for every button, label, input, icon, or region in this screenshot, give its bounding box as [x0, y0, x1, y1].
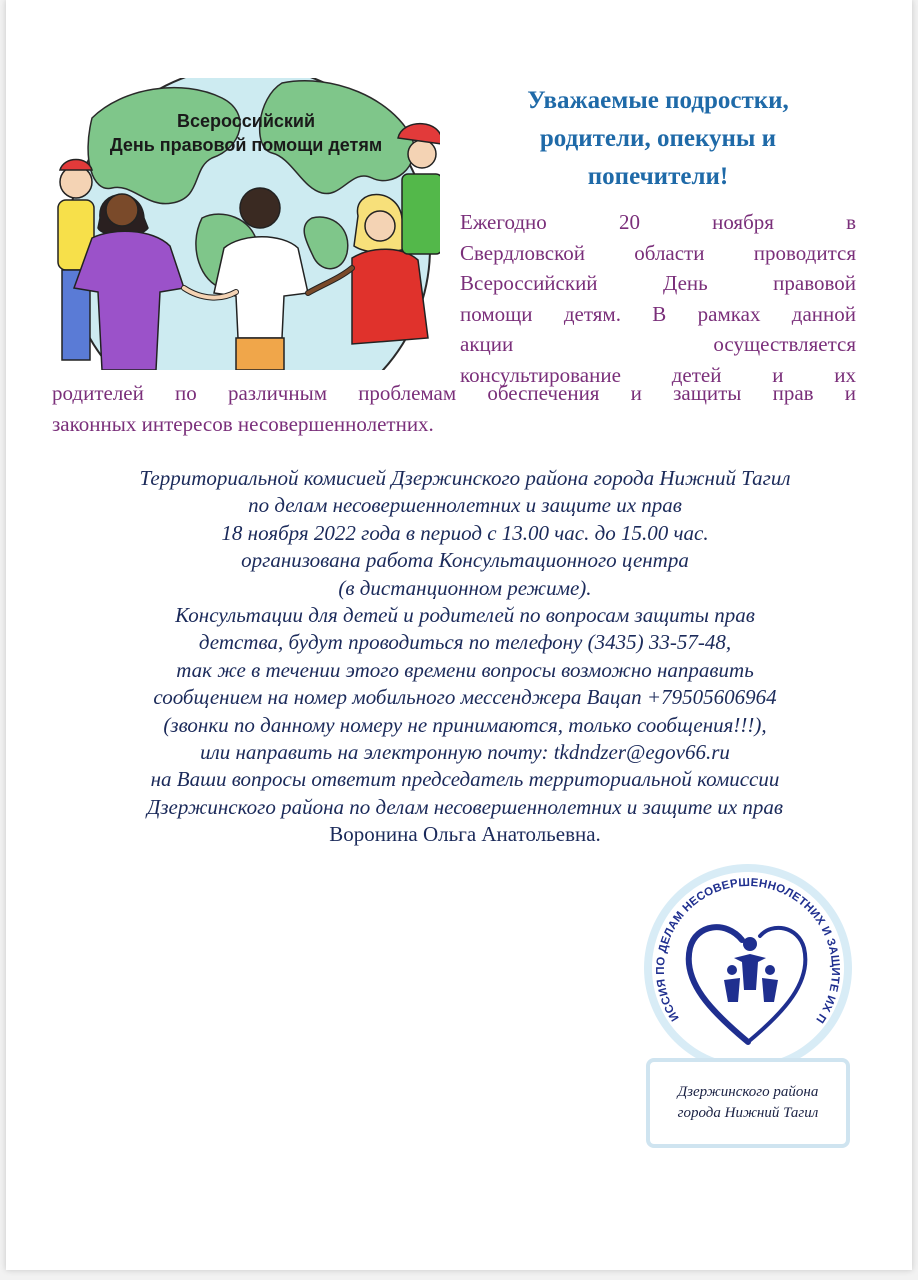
heart-family-icon [642, 862, 854, 1074]
intro-line: законных интересов несовершеннолетних. [52, 411, 434, 436]
heading-line: попечители! [587, 163, 729, 190]
info-line: Территориальной комисией Дзержинского района города Нижний Тагил [139, 466, 791, 490]
document-page [6, 0, 912, 1270]
info-line: организована работа Консультационного центра [241, 548, 689, 573]
illustration-title-line2: День правовой помощи детям [109, 135, 383, 155]
info-line: (в дистанционном режиме). [338, 575, 592, 600]
intro-line: акции осуществляется [460, 332, 856, 356]
intro-line: помощи детям. В рамках данной [460, 301, 856, 326]
illustration-title-line1: Всероссийский [176, 111, 316, 131]
intro-line: консультирование детей и их [460, 362, 856, 387]
intro-line: родителей по различным проблемам обеспечения и защиты прав и [52, 381, 856, 405]
greeting-heading [476, 82, 840, 196]
info-line: на Ваши вопросы ответит председатель территориальной комиссии [150, 767, 780, 792]
consultation-info [46, 465, 884, 849]
intro-paragraph-narrow [460, 207, 856, 390]
logo-ring-text: ИССИЯ ПО ДЕЛАМ НЕСОВЕРШЕННОЛЕТНИХ И ЗАЩИТЕ ИХ П [654, 876, 842, 1026]
info-line: Дзержинского района по делам несовершеннолетних и защите их прав [146, 794, 784, 819]
info-line: так же в течении этого времени вопросы возможно направить [176, 657, 754, 682]
logo-caption-line2: города Нижний Тагил [677, 1105, 819, 1121]
signer-name: Воронина Ольга Анатольевна. [329, 822, 601, 847]
intro-paragraph-wide [52, 378, 856, 439]
intro-line: Ежегодно 20 ноября в [460, 210, 856, 234]
info-line: по делам несовершеннолетних и защите их прав [248, 493, 682, 518]
info-line: Консультации для детей и родителей по вопросам защиты прав [175, 603, 755, 628]
heading-line: Уважаемые подростки, [527, 87, 789, 114]
logo-caption-line1: Дзержинского района [677, 1084, 819, 1100]
intro-line: Всероссийский День правовой [460, 271, 856, 295]
info-line: 18 ноября 2022 года в период с 13.00 час. до 15.00 час. [221, 520, 709, 545]
heading-line: родители, опекуны и [539, 125, 777, 152]
info-line: сообщением на номер мобильного мессенджера Вацап +79505606964 [153, 685, 777, 710]
logo-caption-box [646, 1058, 850, 1148]
commission-logo [642, 862, 854, 1148]
intro-line: Свердловской области проводится [460, 240, 856, 265]
info-line: или направить на электронную почту: tkdndzer@egov66.ru [200, 740, 730, 765]
info-line: детства, будут проводиться по телефону (3435) 33-57-48, [198, 630, 732, 655]
info-line: (звонки по данному номеру не принимаются, только сообщения!!!), [163, 712, 767, 737]
children-around-globe-illustration [52, 78, 440, 370]
